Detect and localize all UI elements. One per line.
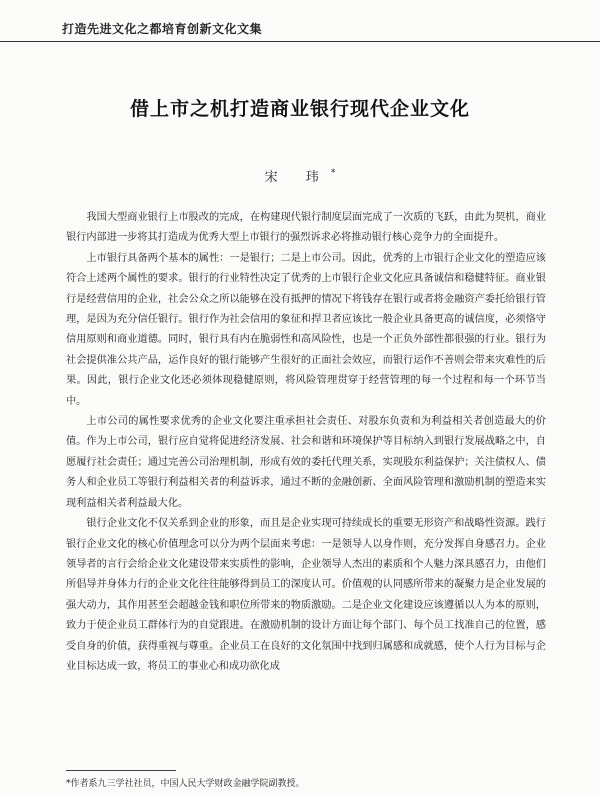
footnote: *作者系九三学社社员，中国人民大学财政金融学院副教授。 — [66, 779, 305, 789]
paragraph: 银行企业文化不仅关系到企业的形象，而且是企业实现可持续成长的重要无形资产和战略性资源。践行银行企业文化的核心价值理念可以分为两个层面来考虑：一是领导人以身作则，充分发挥自身感召力。企业领导者的言行会给企业文化建设带来实质性的影响，企业领导人杰出的素质和个人魅力深具感召力，由他们所倡导并身体力行的企业文化往往能够得到员工的深度认可。价值观的认同感所带来的凝聚力是企业发展的强大动力，其作用甚至会超越金钱和职位所带来的物质激励。二是企业文化建设应该遵循以人为本的原则，致力于使企业员工群体行为的自觉跟进。在激励机制的设计方面让每个部门、每个员工找准自己的位置，感受自身的价值，获得重视与尊重。企业员工在良好的文化氛围中找到归属感和成就感，使个人行为目标与企业目标达成一致，将员工的事业心和成功欲化成 — [66, 518, 546, 672]
author-line — [0, 166, 600, 185]
footnote-rule — [66, 770, 176, 771]
header-rule — [0, 41, 600, 42]
article-title: 借上市之机打造商业银行现代企业文化 — [129, 98, 470, 120]
paragraph: 上市公司的属性要求优秀的企业文化要注重承担社会责任、对股东负责和为利益相关者创造最大的价值。作为上市公司，银行应自觉将促进经济发展、社会和谐和环境保护等目标纳入到银行发展战略之中，自愿履行社会责任；通过完善公司治理机制，形成有效的委托代理关系，实现股东利益保护；关注债权人、债务人和企业员工等银行利益相关者的利益诉求，通过不断的金融创新、全面风险管理和激励机制的塑造来实现利益相关者利益最大化。 — [66, 416, 546, 509]
article-body — [66, 208, 546, 677]
author-name: 宋 玮 — [264, 170, 331, 185]
author-footnote-mark: * — [330, 168, 336, 179]
running-header: 打造先进文化之都培育创新文化文集 — [62, 22, 263, 36]
paragraph: 上市银行具备两个基本的属性：一是银行；二是上市公司。因此，优秀的上市银行企业文化的塑造应该符合上述两个属性的要求。银行的行业特性决定了优秀的上市银行企业文化应具备诚信和稳健特征。商业银行是经营信用的企业，社会公众之所以能够在没有抵押的情况下将钱存在银行或者将金融资产委托给银行管理，是因为充分信任银行。银行作为社会信用的象征和捍卫者应该比一般企业具备更高的诚信度，必须恪守信用原则和商业道德。同时，银行具有内在脆弱性和高风险性，也是一个正负外部性都很强的行业。银行为社会提供准公共产品，运作良好的银行能够产生很好的正面社会效应，而银行运作不善则会带来灾难性的后果。因此，银行企业文化还必须体现稳健原则，将风险管理贯穿于经营管理的每一个过程和每一个环节当中。 — [66, 252, 546, 407]
paragraph: 我国大型商业银行上市股改的完成，在构建现代银行制度层面完成了一次质的飞跃，由此为契机，商业银行内部进一步将其打造成为优秀大型上市银行的强烈诉求必将推动银行核心竞争力的全面提升。 — [66, 212, 546, 244]
